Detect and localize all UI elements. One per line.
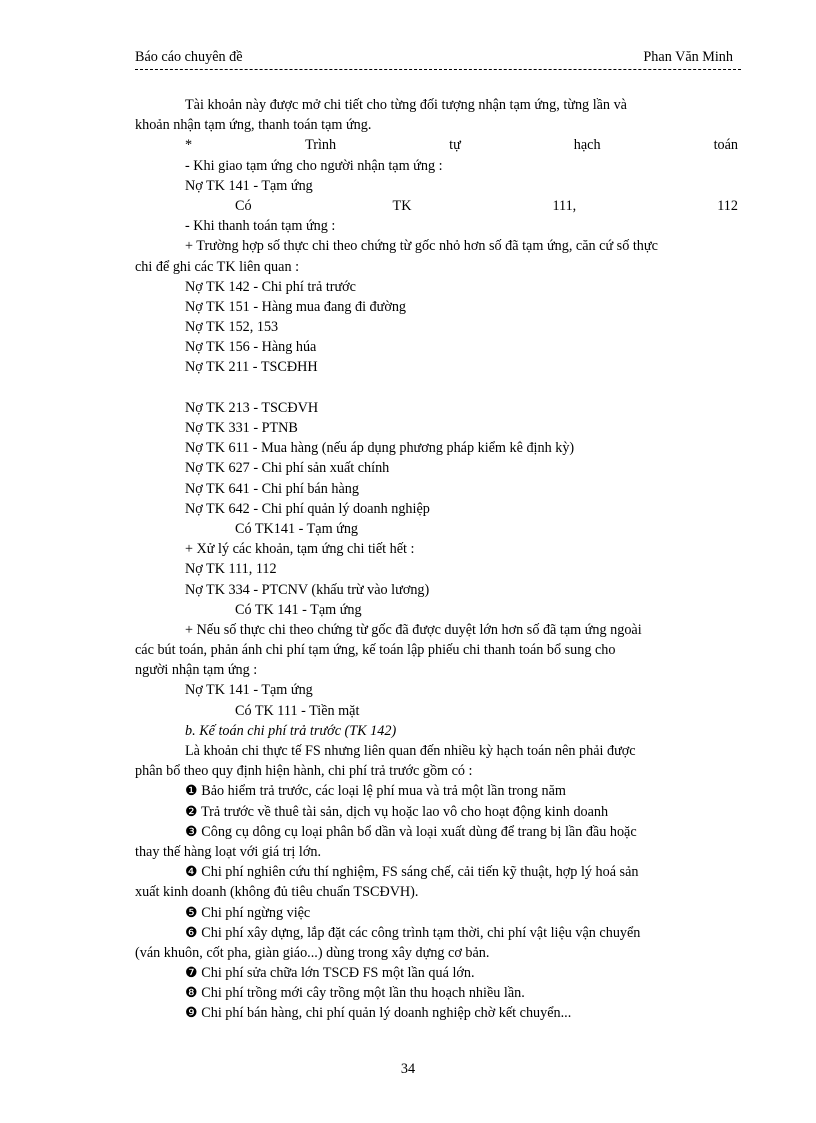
word: 112 — [717, 197, 738, 214]
header-title: Báo cáo chuyên đề — [135, 49, 243, 65]
blank-line — [135, 378, 738, 398]
list-item: ❻ Chi phí xây dựng, lắp đặt các công trình tạm thời, chi phí vật liệu vận chuyển — [185, 924, 641, 941]
text-line-justified — [135, 196, 738, 216]
word: tự — [449, 137, 461, 154]
word: * — [185, 137, 193, 154]
text-line: - Khi giao tạm ứng cho người nhận tạm ứng : — [185, 157, 443, 174]
text-line: + Trường hợp số thực chi theo chứng từ gốc nhỏ hơn số đã tạm ứng, căn cứ số thực — [185, 238, 658, 255]
word: Trình — [305, 137, 337, 154]
text-line: các bút toán, phản ánh chi phí tạm ứng, kế toán lập phiếu chi thanh toán bổ sung cho — [135, 642, 616, 659]
list-item: ❺ Chi phí ngừng việc — [185, 904, 311, 921]
text-line: Nợ TK 141 - Tạm ứng — [185, 177, 313, 194]
text-line: Nợ TK 152, 153 — [185, 319, 279, 336]
text-line: phân bổ theo quy định hiện hành, chi phí trả trước gồm có : — [135, 763, 473, 780]
text-line: Nợ TK 334 - PTCNV (khấu trừ vào lương) — [185, 581, 430, 598]
word: hạch — [573, 137, 601, 154]
list-item: ❷ Trả trước về thuê tài sản, dịch vụ hoặc lao vô cho hoạt động kinh doanh — [185, 803, 609, 820]
text-line-justified — [135, 135, 738, 155]
text-line: chi để ghi các TK liên quan : — [135, 258, 300, 275]
text-line: Có TK 141 - Tạm ứng — [235, 601, 362, 618]
text-line: Nợ TK 111, 112 — [185, 561, 277, 578]
text-line: Có TK 111 - Tiền mặt — [235, 702, 360, 719]
text-line: (ván khuôn, cốt pha, giàn giáo...) dùng trong xây dựng cơ bản. — [135, 944, 490, 961]
text-line: Nợ TK 331 - PTNB — [185, 420, 298, 436]
text-line: Nợ TK 627 - Chi phí sản xuất chính — [185, 460, 390, 477]
section-heading: b. Kế toán chi phí trả trước (TK 142) — [185, 722, 397, 739]
list-item: ❽ Chi phí trồng mới cây trồng một lần thu hoạch nhiều lần. — [185, 985, 525, 1002]
word: 111, — [552, 197, 577, 214]
text-line: Nợ TK 611 - Mua hàng (nếu áp dụng phương pháp kiểm kê định kỳ) — [185, 440, 575, 457]
text-line: Có TK141 - Tạm ứng — [235, 520, 359, 537]
list-item: ❹ Chi phí nghiên cứu thí nghiệm, FS sáng chế, cải tiến kỹ thuật, hợp lý hoá sản — [185, 864, 639, 881]
word: Có — [235, 197, 252, 214]
document-body — [135, 95, 738, 1024]
text-line: Nợ TK 211 - TSCĐHH — [185, 359, 318, 376]
text-line: Nợ TK 151 - Hàng mua đang đi đường — [185, 298, 407, 315]
list-item: ❼ Chi phí sửa chữa lớn TSCĐ FS một lần quá lớn. — [185, 965, 475, 982]
page-number: 34 — [400, 1061, 416, 1077]
page-header — [135, 49, 741, 70]
text-line: + Xử lý các khoản, tạm ứng chi tiết hết : — [185, 541, 415, 558]
text-line: + Nếu số thực chi theo chứng từ gốc đã được duyệt lớn hơn số đã tạm ứng ngoài — [185, 621, 642, 638]
text-line: - Khi thanh toán tạm ứng : — [185, 218, 336, 235]
text-line: khoản nhận tạm ứng, thanh toán tạm ứng. — [135, 117, 372, 134]
word: toán — [713, 137, 738, 154]
text-line: Nợ TK 213 - TSCĐVH — [185, 399, 319, 416]
list-item: ❾ Chi phí bán hàng, chi phí quản lý doanh nghiệp chờ kết chuyển... — [185, 1005, 572, 1022]
text-line: người nhận tạm ứng : — [135, 662, 258, 679]
list-item: ❸ Công cụ dông cụ loại phân bổ dần và loại xuất dùng để trang bị lần đầu hoặc — [185, 823, 637, 840]
text-line: Nợ TK 141 - Tạm ứng — [185, 682, 313, 699]
text-line: Nợ TK 642 - Chi phí quản lý doanh nghiệp — [185, 500, 430, 517]
header-author: Phan Văn Minh — [643, 49, 733, 65]
text-line: Là khoản chi thực tế FS nhưng liên quan đến nhiều kỳ hạch toán nên phải được — [185, 743, 636, 759]
text-line: Nợ TK 142 - Chi phí trả trước — [185, 278, 356, 295]
text-line: Nợ TK 641 - Chi phí bán hàng — [185, 480, 359, 497]
text-line: Nợ TK 156 - Hàng húa — [185, 339, 317, 356]
word: TK — [392, 197, 412, 214]
text-line: Tài khoản này được mở chi tiết cho từng đối tượng nhận tạm ứng, từng lần và — [185, 97, 627, 113]
text-line: xuất kinh doanh (không đủ tiêu chuẩn TSCĐVH). — [135, 884, 419, 901]
list-item: ❶ Bảo hiểm trả trước, các loại lệ phí mua và trả một lần trong năm — [185, 783, 566, 800]
text-line: thay thế hàng loạt với giá trị lớn. — [135, 843, 322, 860]
